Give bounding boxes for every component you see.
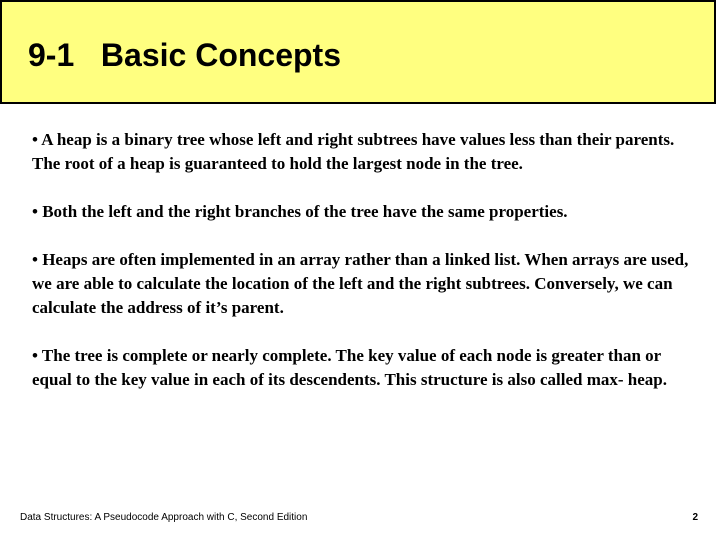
bullet-branch-properties: • Both the left and the right branches of the tree have the same properties.	[32, 202, 568, 221]
title-bar	[0, 0, 716, 104]
bullet-list	[32, 128, 692, 416]
bullet-heap-definition: • A heap is a binary tree whose left and right subtrees have values less than their parents. The root of a heap is guaranteed to hold the largest node in the tree.	[32, 130, 675, 173]
bullet-array-implementation: • Heaps are often implemented in an array rather than a linked list. When arrays are used, we are able to calculate the location of the left and the right subtrees. Conversely, we can calculate the address of it’s parent.	[32, 250, 689, 317]
page-number: 2	[692, 512, 698, 523]
bullet-max-heap: • The tree is complete or nearly complete. The key value of each node is greater than or equal to the key value in each of its descendents. This structure is also called max- heap.	[32, 346, 667, 389]
slide-title: 9-1 Basic Concepts	[28, 37, 341, 73]
footer-source: Data Structures: A Pseudocode Approach with C, Second Edition	[20, 512, 308, 523]
